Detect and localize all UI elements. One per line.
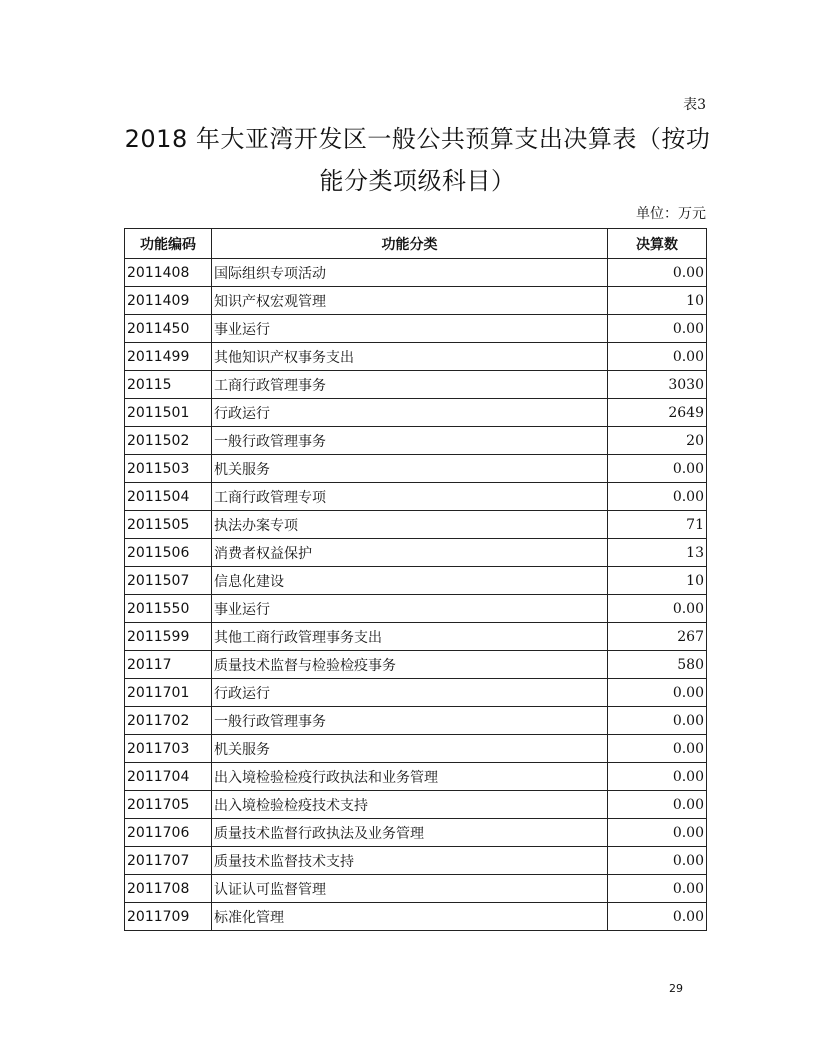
- header-amount: 决算数: [608, 229, 707, 259]
- code-cell: 2011706: [125, 819, 212, 847]
- header-name: 功能分类: [212, 229, 608, 259]
- table-row: [125, 707, 707, 735]
- code-cell: 2011599: [125, 623, 212, 651]
- code-cell: 2011505: [125, 511, 212, 539]
- code-cell: 2011409: [125, 287, 212, 315]
- code-cell: 20117: [125, 651, 212, 679]
- table-body: [125, 259, 707, 931]
- amount-cell: 2649: [608, 399, 707, 427]
- code-cell: 2011707: [125, 847, 212, 875]
- code-cell: 2011503: [125, 455, 212, 483]
- table-row: [125, 343, 707, 371]
- code-cell: 2011708: [125, 875, 212, 903]
- name-cell: 国际组织专项活动: [212, 259, 608, 287]
- table-row: [125, 287, 707, 315]
- amount-cell: 0.00: [608, 595, 707, 623]
- budget-table: [124, 228, 707, 931]
- table-row: [125, 427, 707, 455]
- name-cell: 事业运行: [212, 315, 608, 343]
- table-row: [125, 483, 707, 511]
- table-row: [125, 847, 707, 875]
- code-cell: 2011550: [125, 595, 212, 623]
- name-cell: 一般行政管理事务: [212, 707, 608, 735]
- name-cell: 消费者权益保护: [212, 539, 608, 567]
- amount-cell: 20: [608, 427, 707, 455]
- name-cell: 出入境检验检疫行政执法和业务管理: [212, 763, 608, 791]
- name-cell: 机关服务: [212, 735, 608, 763]
- amount-cell: 0.00: [608, 791, 707, 819]
- name-cell: 一般行政管理事务: [212, 427, 608, 455]
- table-header-row: [125, 229, 707, 259]
- table-row: [125, 791, 707, 819]
- code-cell: 2011702: [125, 707, 212, 735]
- amount-cell: 267: [608, 623, 707, 651]
- amount-cell: 0.00: [608, 735, 707, 763]
- code-cell: 2011502: [125, 427, 212, 455]
- amount-cell: 13: [608, 539, 707, 567]
- code-cell: 2011408: [125, 259, 212, 287]
- name-cell: 工商行政管理事务: [212, 371, 608, 399]
- amount-cell: 0.00: [608, 875, 707, 903]
- name-cell: 质量技术监督行政执法及业务管理: [212, 819, 608, 847]
- amount-cell: 0.00: [608, 679, 707, 707]
- code-cell: 20115: [125, 371, 212, 399]
- name-cell: 事业运行: [212, 595, 608, 623]
- table-row: [125, 819, 707, 847]
- table-row: [125, 259, 707, 287]
- table-row: [125, 651, 707, 679]
- table-row: [125, 315, 707, 343]
- name-cell: 机关服务: [212, 455, 608, 483]
- table-row: [125, 903, 707, 931]
- name-cell: 执法办案专项: [212, 511, 608, 539]
- table-row: [125, 455, 707, 483]
- name-cell: 出入境检验检疫技术支持: [212, 791, 608, 819]
- table-row: [125, 399, 707, 427]
- amount-cell: 3030: [608, 371, 707, 399]
- unit-label: 单位：万元: [636, 206, 706, 222]
- amount-cell: 71: [608, 511, 707, 539]
- table-row: [125, 735, 707, 763]
- table-row: [125, 595, 707, 623]
- amount-cell: 580: [608, 651, 707, 679]
- amount-cell: 0.00: [608, 763, 707, 791]
- code-cell: 2011703: [125, 735, 212, 763]
- amount-cell: 10: [608, 287, 707, 315]
- amount-cell: 0.00: [608, 259, 707, 287]
- amount-cell: 0.00: [608, 707, 707, 735]
- page-number: 29: [669, 982, 683, 995]
- code-cell: 2011507: [125, 567, 212, 595]
- amount-cell: 0.00: [608, 343, 707, 371]
- code-cell: 2011499: [125, 343, 212, 371]
- name-cell: 质量技术监督技术支持: [212, 847, 608, 875]
- amount-cell: 0.00: [608, 819, 707, 847]
- table-row: [125, 567, 707, 595]
- amount-cell: 0.00: [608, 847, 707, 875]
- table-row: [125, 679, 707, 707]
- page-title: [120, 118, 715, 202]
- code-cell: 2011705: [125, 791, 212, 819]
- name-cell: 信息化建设: [212, 567, 608, 595]
- table-row: [125, 539, 707, 567]
- table-label: 表3: [683, 97, 706, 113]
- title-line-2: 能分类项级科目）: [319, 167, 516, 195]
- table-row: [125, 511, 707, 539]
- name-cell: 其他知识产权事务支出: [212, 343, 608, 371]
- amount-cell: 0.00: [608, 455, 707, 483]
- amount-cell: 10: [608, 567, 707, 595]
- table-row: [125, 763, 707, 791]
- code-cell: 2011501: [125, 399, 212, 427]
- name-cell: 工商行政管理专项: [212, 483, 608, 511]
- name-cell: 知识产权宏观管理: [212, 287, 608, 315]
- code-cell: 2011704: [125, 763, 212, 791]
- name-cell: 行政运行: [212, 679, 608, 707]
- amount-cell: 0.00: [608, 903, 707, 931]
- table-row: [125, 371, 707, 399]
- amount-cell: 0.00: [608, 315, 707, 343]
- code-cell: 2011450: [125, 315, 212, 343]
- code-cell: 2011709: [125, 903, 212, 931]
- name-cell: 认证认可监督管理: [212, 875, 608, 903]
- code-cell: 2011701: [125, 679, 212, 707]
- name-cell: 其他工商行政管理事务支出: [212, 623, 608, 651]
- title-line-1: 2018 年大亚湾开发区一般公共预算支出决算表（按功: [124, 125, 711, 153]
- table-row: [125, 623, 707, 651]
- table-row: [125, 875, 707, 903]
- code-cell: 2011506: [125, 539, 212, 567]
- header-code: 功能编码: [125, 229, 212, 259]
- code-cell: 2011504: [125, 483, 212, 511]
- name-cell: 行政运行: [212, 399, 608, 427]
- amount-cell: 0.00: [608, 483, 707, 511]
- name-cell: 质量技术监督与检验检疫事务: [212, 651, 608, 679]
- name-cell: 标准化管理: [212, 903, 608, 931]
